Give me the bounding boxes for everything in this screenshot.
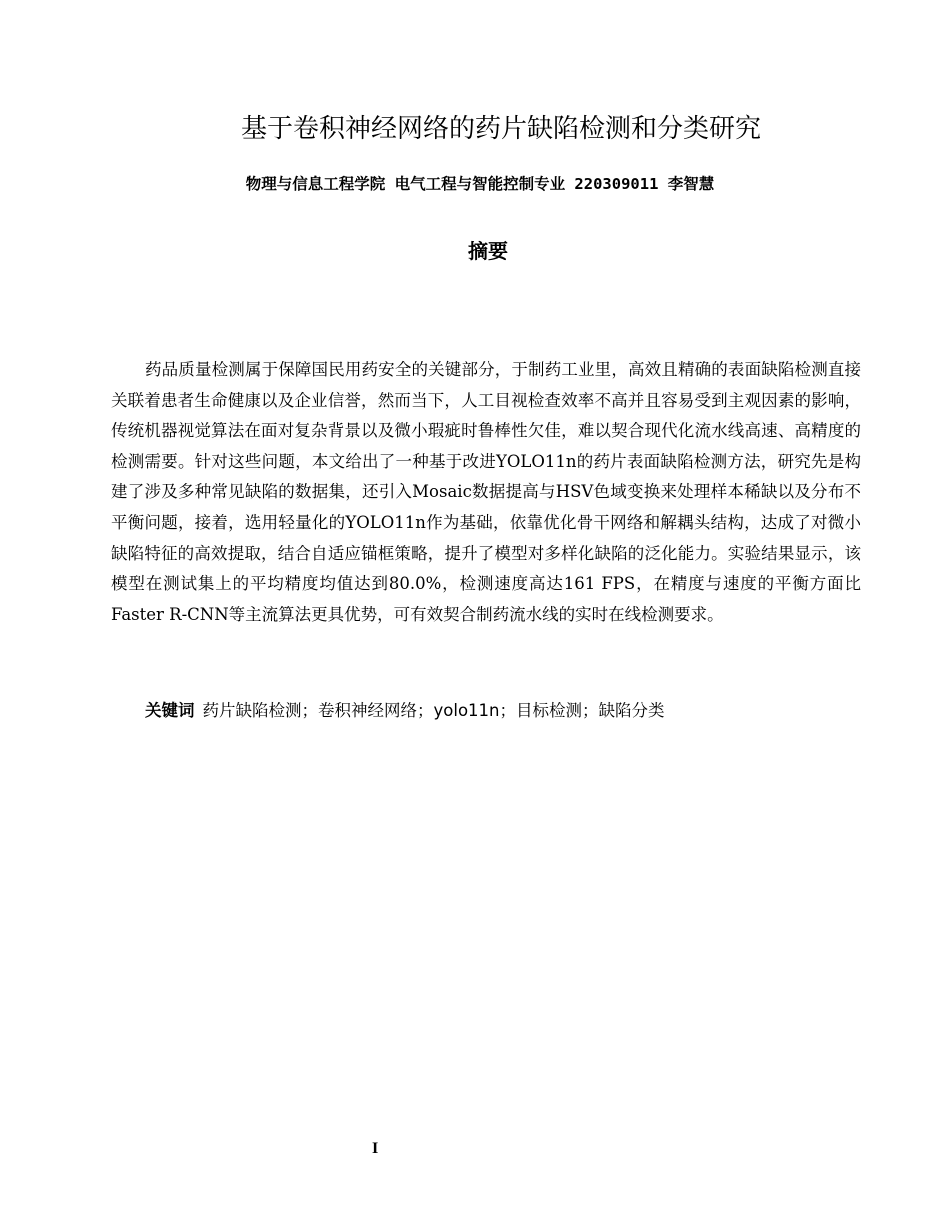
paper-title: 基于卷积神经网络的药片缺陷检测和分类研究 [240, 114, 761, 144]
keywords-line [145, 697, 885, 721]
abstract-heading: 摘要 [468, 239, 508, 263]
keywords-text: 药片缺陷检测；卷积神经网络；yolo11n；目标检测；缺陷分类 [202, 701, 665, 720]
page-number: I [372, 1140, 379, 1157]
keywords-label: 关键词 [145, 701, 195, 720]
abstract-body: 药品质量检测属于保障国民用药安全的关键部分，于制药工业里，高效且精确的表面缺陷检测直接关联着患者生命健康以及企业信誉，然而当下，人工目视检查效率不高并且容易受到主观因素的影响，传统机器视觉算法在面对复杂背景以及微小瑕疵时鲁棒性欠佳，难以契合现代化流水线高速、高精度的检测需要。针对这些问题，本文给出了一种基于改进YOLO11n的药片表面缺陷检测方法，研究先是构建了涉及多种常见缺陷的数据集，还引入Mosaic数据提高与HSV色域变换来处理样本稀缺以及分布不平衡问题，接着，选用轻量化的YOLO11n作为基础，依靠优化骨干网络和解耦头结构，达成了对微小缺陷特征的高效提取，结合自适应锚框策略，提升了模型对多样化缺陷的泛化能力。实验结果显示，该模型在测试集上的平均精度均值达到80.0%，检测速度高达161 FPS，在精度与速度的平衡方面比Faster R-CNN等主流算法更具优势，可有效契合制药流水线的实时在线检测要求。 [111, 360, 861, 624]
author-line: 物理与信息工程学院 电气工程与智能控制专业 220309011 李智慧 [245, 175, 715, 193]
